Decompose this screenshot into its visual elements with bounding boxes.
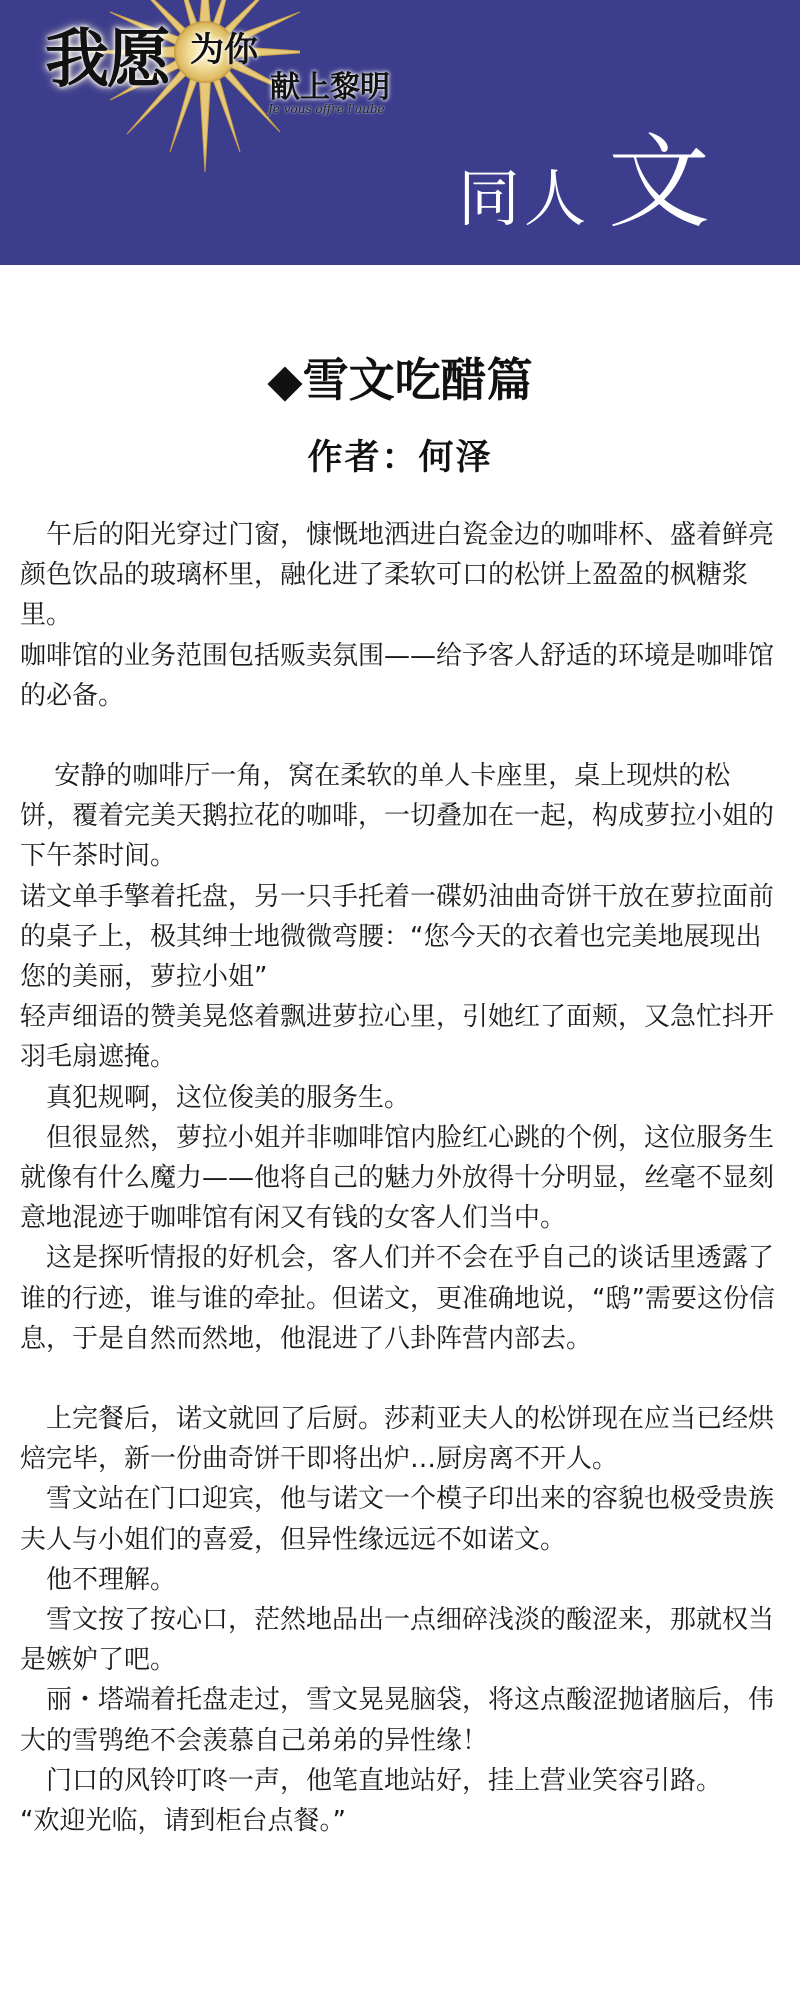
paragraph: 但很显然，萝拉小姐并非咖啡馆内脸红心跳的个例，这位服务生就像有什么魔力——他将自己的魅力外放得十分明显，丝毫不显刻意地混迹于咖啡馆有闲又有钱的女客人们当中。 xyxy=(20,1122,775,1234)
paragraph: 这是探听情报的好机会，客人们并不会在乎自己的谈话里透露了谁的行迹，谁与谁的牵扯。但诺文，更准确地说，“鸱”需要这份信息，于是自然而然地，他混进了八卦阵营内部去。 xyxy=(20,1243,775,1354)
paragraph: 门口的风铃叮咚一声，他笔直地站好，挂上营业笑容引路。 xyxy=(20,1765,723,1796)
paragraph: 诺文单手擎着托盘，另一只手托着一碟奶油曲奇饼干放在萝拉面前的桌子上，极其绅士地微微弯腰：“您今天的衣着也完美地展现出您的美丽，萝拉小姐” xyxy=(20,881,775,993)
logo-subtitle-1: 为你 xyxy=(190,30,258,70)
paragraph: 雪文按了按心口，茫然地品出一点细碎浅淡的酸涩来，那就权当是嫉妒了吧。 xyxy=(20,1605,775,1676)
section-label-big: 文 xyxy=(608,124,711,243)
paragraph: 真犯规啊，这位俊美的服务生。 xyxy=(20,1082,411,1113)
article-title: ◆雪文吃醋篇 xyxy=(267,353,533,407)
header-banner xyxy=(0,0,800,265)
paragraph: 轻声细语的赞美晃悠着飘进萝拉心里，引她红了面颊，又急忙抖开羽毛扇遮掩。 xyxy=(20,1002,775,1073)
logo-subtitle-2: 献上黎明 xyxy=(270,70,390,105)
section-label-small: 同人 xyxy=(458,161,591,235)
paragraph-gap xyxy=(20,1359,780,1399)
logo-french-tagline: Je vous offre l'aube xyxy=(268,102,385,116)
logo-title: 我愿 xyxy=(45,22,169,97)
section-label xyxy=(458,124,711,243)
paragraph: 丽・塔端着托盘走过，雪文晃晃脑袋，将这点酸涩抛诸脑后，伟大的雪鸮绝不会羡慕自己弟弟的异性缘！ xyxy=(20,1685,775,1756)
paragraph: 上完餐后，诺文就回了后厨。莎莉亚夫人的松饼现在应当已经烘焙完毕，新一份曲奇饼干即将出炉…厨房离不开人。 xyxy=(20,1404,775,1475)
paragraph: 雪文站在门口迎宾，他与诺文一个模子印出来的容貌也极受贵族夫人与小姐们的喜爱，但异性缘远远不如诺文。 xyxy=(20,1484,775,1555)
paragraph-gap xyxy=(20,716,780,756)
paragraph: “欢迎光临，请到柜台点餐。” xyxy=(20,1806,346,1837)
paragraph: 安静的咖啡厅一角，窝在柔软的单人卡座里，桌上现烘的松饼，覆着完美天鹅拉花的咖啡，一切叠加在一起，构成萝拉小姐的下午茶时间。 xyxy=(20,761,775,872)
paragraph: 他不理解。 xyxy=(20,1564,177,1595)
article-author: 作者：何泽 xyxy=(307,438,493,478)
article-body xyxy=(20,515,780,1841)
paragraph: 咖啡馆的业务范围包括贩卖氛围——给予客人舒适的环境是咖啡馆的必备。 xyxy=(20,640,775,711)
paragraph: 午后的阳光穿过门窗，慷慨地洒进白瓷金边的咖啡杯、盛着鲜亮颜色饮品的玻璃杯里，融化进了柔软可口的松饼上盈盈的枫糖浆里。 xyxy=(20,520,775,631)
